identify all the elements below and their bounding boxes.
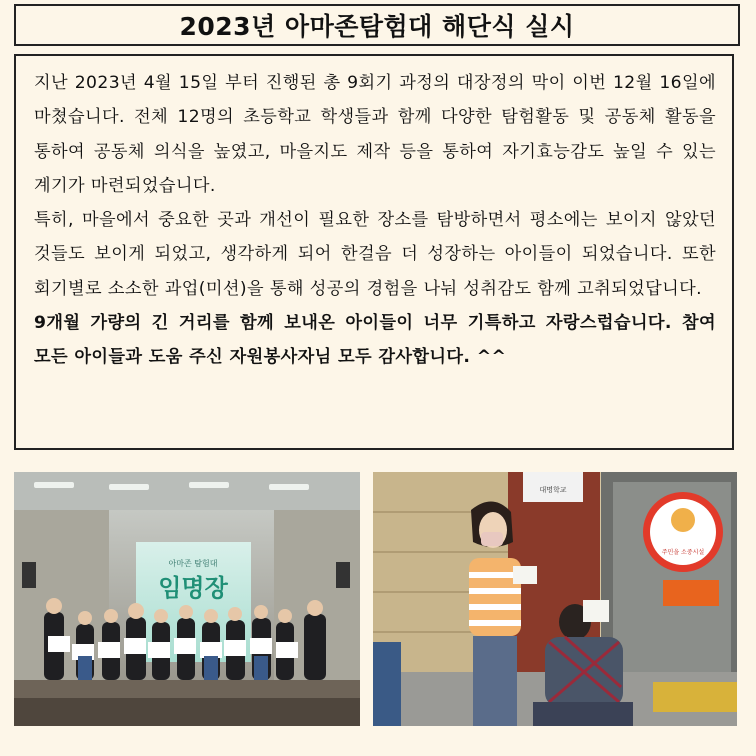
paragraph-3: 9개월 가량의 긴 거리를 함께 보내온 아이들이 너무 기특하고 자랑스럽습니다. 참여 모든 아이들과 도움 주신 자원봉사자님 모두 감사합니다. ^^ <box>34 313 716 368</box>
banner-small-text: 아마존 탐험대 <box>168 559 218 568</box>
sign-school-text: 대명학교 <box>539 486 567 494</box>
page-title: 2023년 아마존탐험대 해단식 실시 <box>179 12 575 41</box>
paragraph-1: 지난 2023년 4월 15일 부터 진행된 총 9회기 과정의 대장정의 막이 이번 12월 16일에 마쳤습니다. 전체 12명의 초등학교 학생들과 함께 다양한 탐험활동 및 공동체 활동을 통하여 공동체 의식을 높였고, 마을지도 제작 등을 통하여 자기효능감도 높일 수 있는 계기가 마련되었습니다. <box>34 73 716 196</box>
title-box <box>14 4 740 46</box>
paragraph-2: 특히, 마을에서 중요한 곳과 개선이 필요한 장소를 탐방하면서 평소에는 보이지 않았던 것들도 보이게 되었고, 생각하게 되어 한걸음 더 성장하는 아이들이 되었습니다. 또한 회기별로 소소한 과업(미션)을 통해 성공의 경험을 나눠 성취감도 함께 고취되었답니다. <box>34 210 716 299</box>
article-body <box>14 54 734 450</box>
ceremony-photo <box>14 472 360 726</box>
banner-big-text: 임명장 <box>158 574 228 602</box>
exploration-photo <box>373 472 737 726</box>
sign-poster-text: 주민을 소중시설 <box>661 549 705 556</box>
